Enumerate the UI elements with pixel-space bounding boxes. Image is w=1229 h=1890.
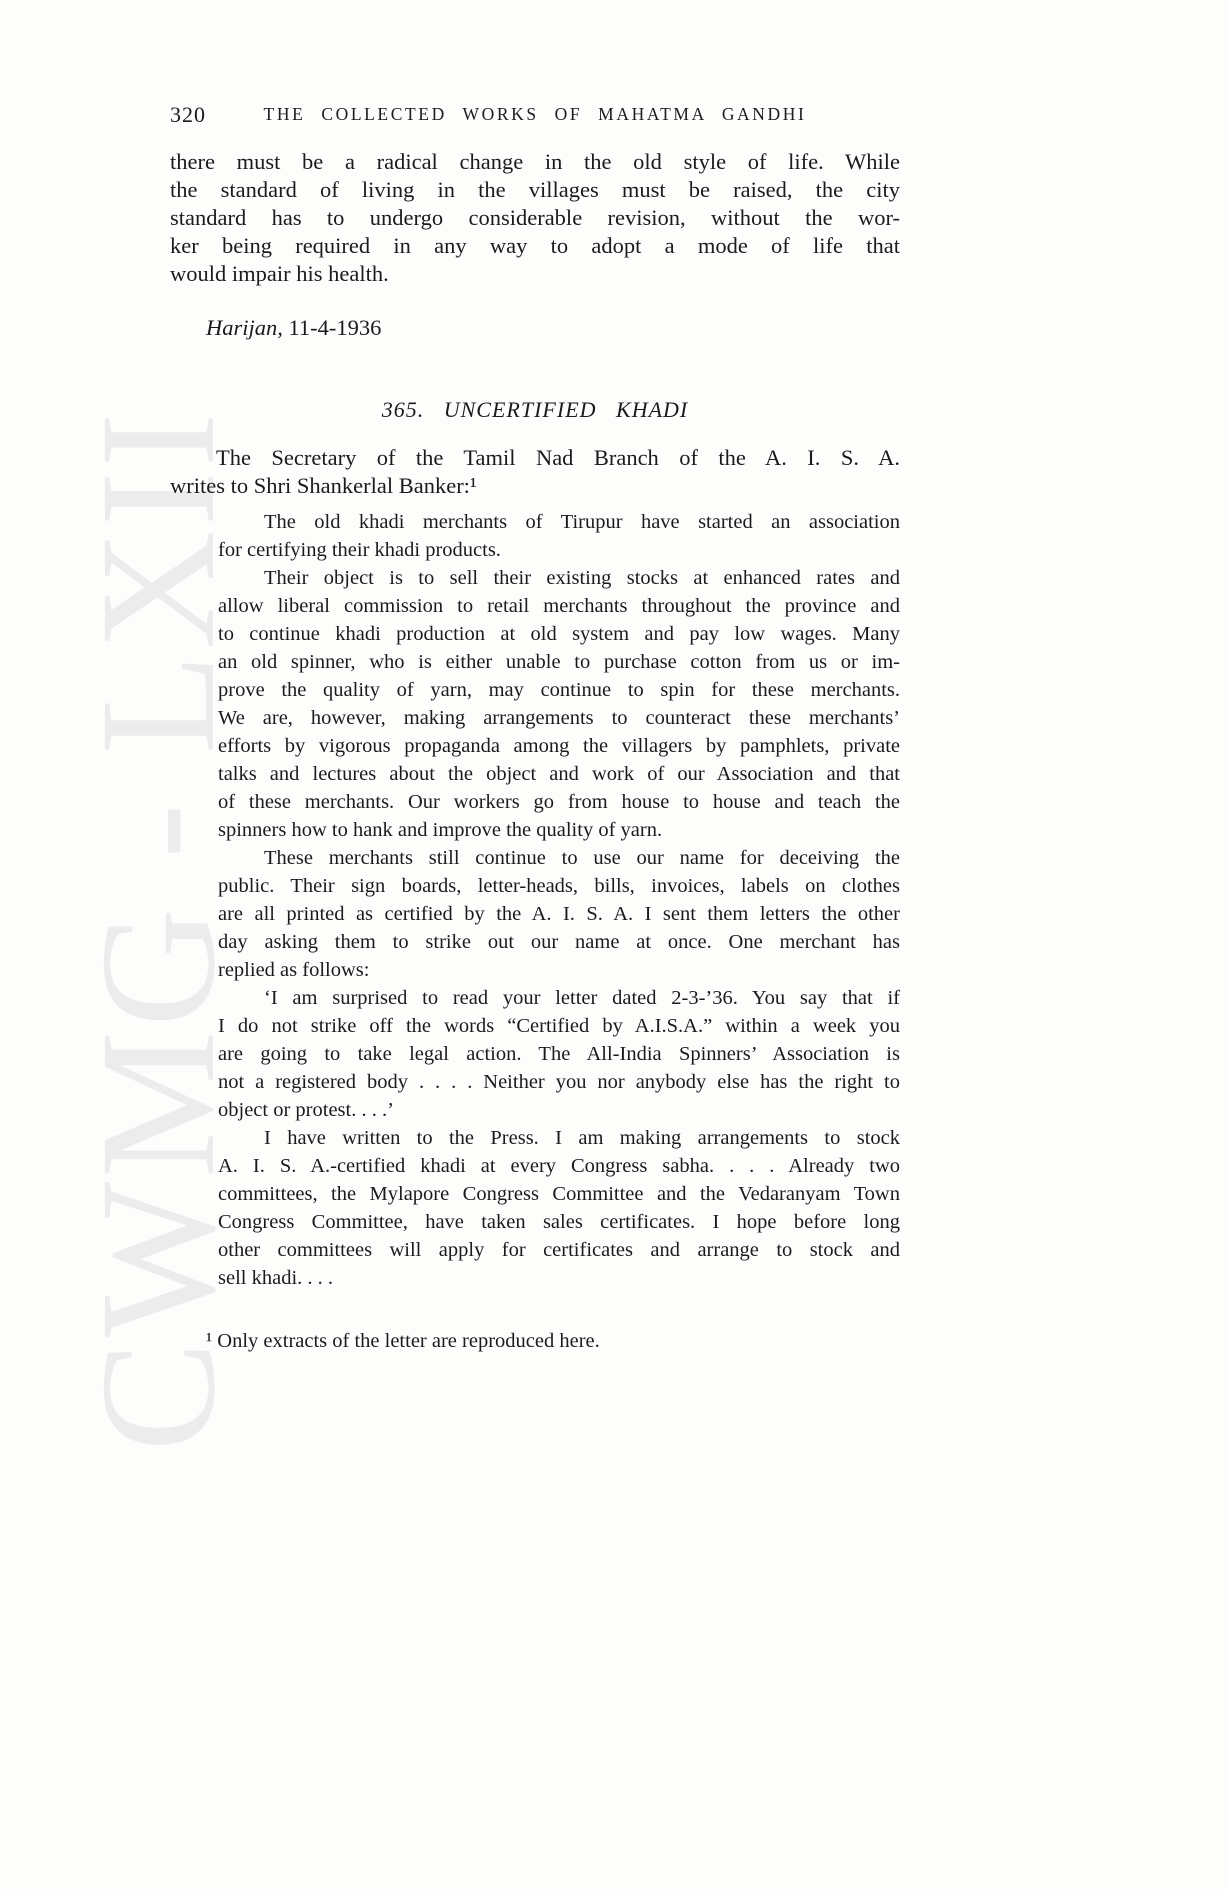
source-title: Harijan, — [206, 315, 283, 340]
text-line: I have written to the Press. I am making arrangements to stock — [264, 1127, 900, 1149]
footnote: ¹ Only extracts of the letter are reproduced here. — [206, 1330, 600, 1352]
text-line: are going to take legal action. The All-India Spinners’ Association is — [218, 1043, 900, 1065]
running-header — [170, 104, 900, 125]
text-line: efforts by vigorous propaganda among the villagers by pamphlets, private — [218, 735, 900, 757]
running-title: THE COLLECTED WORKS OF MAHATMA GANDHI — [263, 104, 807, 124]
text-line: an old spinner, who is either unable to purchase cotton from us or im- — [218, 651, 900, 673]
source-date: 11-4-1936 — [282, 315, 382, 340]
text-line: writes to Shri Shankerlal Banker:¹ — [170, 473, 477, 498]
text-line: The Secretary of the Tamil Nad Branch of the A. I. S. A. — [216, 445, 900, 470]
text-line: for certifying their khadi products. — [218, 539, 501, 561]
text-line: I do not strike off the words “Certified by A.I.S.A.” within a week you — [218, 1015, 900, 1037]
text-line: These merchants still continue to use our name for deceiving the — [264, 847, 900, 869]
quoted-letter-paragraph — [170, 1124, 900, 1292]
body-paragraph — [170, 444, 900, 500]
text-line: allow liberal commission to retail merchants throughout the province and — [218, 595, 900, 617]
text-line: prove the quality of yarn, may continue to spin for these merchants. — [218, 679, 900, 701]
text-line: day asking them to strike out our name at once. One merchant has — [218, 931, 900, 953]
text-line: to continue khadi production at old system and pay low wages. Many — [218, 623, 900, 645]
text-line: ‘I am surprised to read your letter dated 2-3-’36. You say that if — [264, 987, 900, 1009]
text-line: sell khadi. . . . — [218, 1267, 334, 1289]
text-line: A. I. S. A.-certified khadi at every Congress sabha. . . . Already two — [218, 1155, 900, 1177]
text-line: there must be a radical change in the old style of life. While — [170, 149, 900, 174]
quoted-letter-paragraph — [170, 984, 900, 1124]
text-line: spinners how to hank and improve the quality of yarn. — [218, 819, 663, 841]
text-block — [170, 148, 900, 1354]
source-citation — [206, 314, 900, 342]
page-number: 320 — [170, 102, 206, 127]
quoted-letter-paragraph — [170, 508, 900, 564]
quoted-letter-paragraph — [170, 844, 900, 984]
text-line: public. Their sign boards, letter-heads, bills, invoices, labels on clothes — [218, 875, 900, 897]
text-line: of these merchants. Our workers go from house to house and teach the — [218, 791, 900, 813]
text-line: are all printed as certified by the A. I. S. A. I sent them letters the other — [218, 903, 900, 925]
text-line: object or protest. . . .’ — [218, 1099, 394, 1121]
text-line: Congress Committee, have taken sales certificates. I hope before long — [218, 1211, 900, 1233]
text-line: talks and lectures about the object and work of our Association and that — [218, 763, 900, 785]
text-line: would impair his health. — [170, 261, 389, 286]
text-line: The old khadi merchants of Tirupur have started an association — [264, 511, 900, 533]
text-line: We are, however, making arrangements to counteract these merchants’ — [218, 707, 900, 729]
text-line: ker being required in any way to adopt a mode of life that — [170, 233, 900, 258]
text-line: committees, the Mylapore Congress Committee and the Vedaranyam Town — [218, 1183, 900, 1205]
text-line: not a registered body . . . . Neither you nor anybody else has the right to — [218, 1071, 900, 1093]
text-line: other committees will apply for certificates and arrange to stock and — [218, 1239, 900, 1261]
quoted-letter-paragraph — [170, 564, 900, 844]
text-line: replied as follows: — [218, 959, 370, 981]
text-line: the standard of living in the villages must be raised, the city — [170, 177, 900, 202]
text-line: Their object is to sell their existing stocks at enhanced rates and — [264, 567, 900, 589]
volume-watermark: CWMG - LXII — [66, 408, 249, 1452]
body-paragraph — [170, 148, 900, 288]
section-heading: 365. UNCERTIFIED KHADI — [381, 397, 689, 422]
text-line: standard has to undergo considerable revision, without the wor- — [170, 205, 900, 230]
